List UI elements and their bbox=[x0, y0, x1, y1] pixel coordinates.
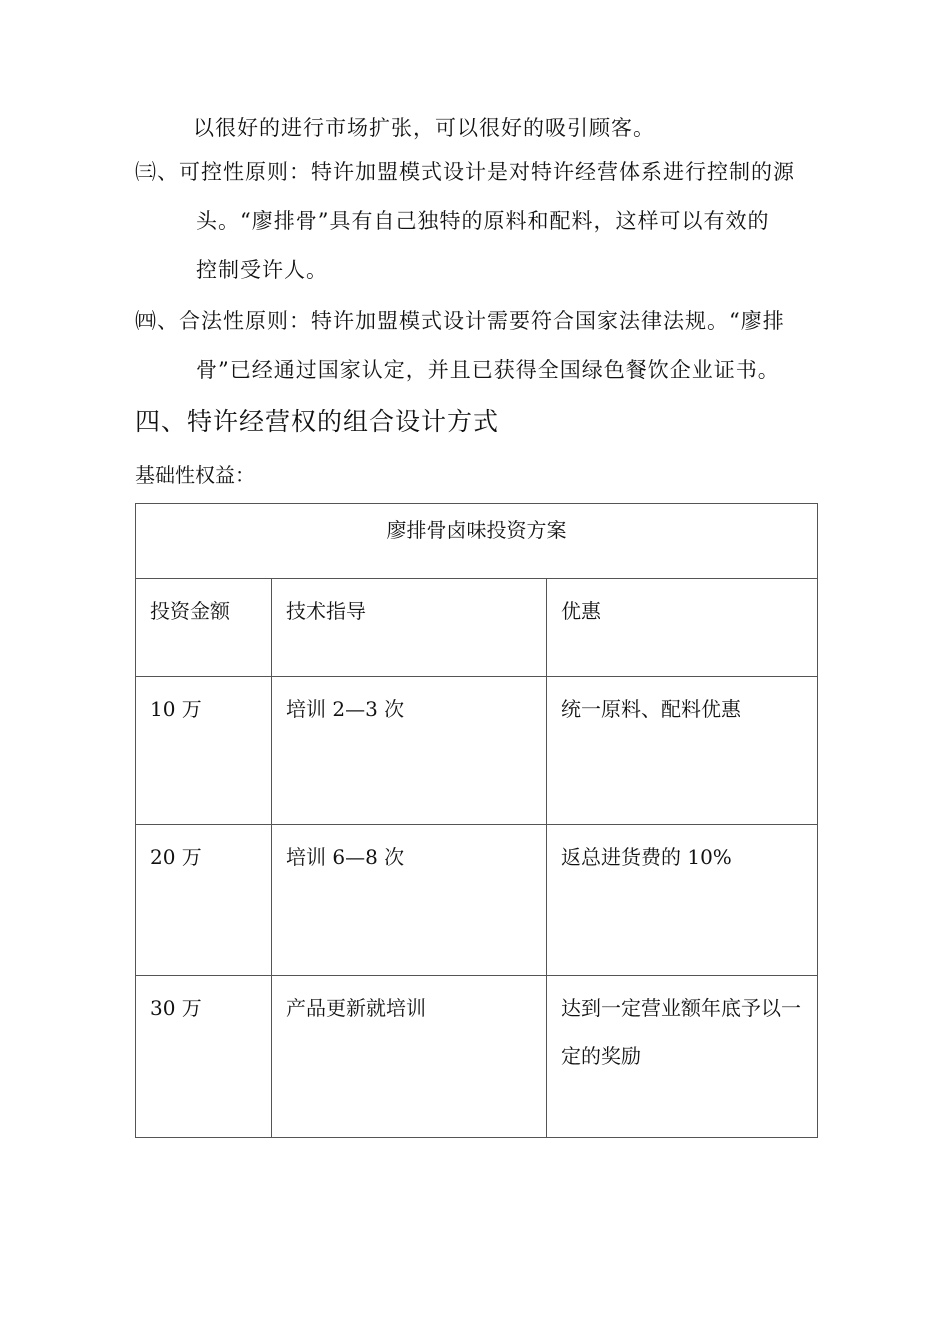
table-title-row bbox=[136, 504, 818, 579]
paragraph-line: 骨”已经通过国家认定，并且已获得全国绿色餐饮企业证书。 bbox=[196, 358, 780, 382]
paragraph-line: 以很好的进行市场扩张，可以很好的吸引顾客。 bbox=[193, 116, 655, 140]
paragraph-line: 头。“廖排骨”具有自己独特的原料和配料，这样可以有效的 bbox=[196, 209, 770, 233]
table-row bbox=[136, 677, 818, 825]
cell-guidance: 产品更新就培训 bbox=[272, 976, 547, 1138]
cell-discount bbox=[547, 976, 818, 1138]
paragraph-line: 控制受许人。 bbox=[196, 258, 328, 282]
cell-discount: 统一原料、配料优惠 bbox=[547, 677, 818, 825]
paragraph-line: ㈣、合法性原则：特许加盟模式设计需要符合国家法律法规。“廖排 bbox=[135, 309, 785, 333]
cell-amount: 10 万 bbox=[136, 677, 272, 825]
cell-guidance: 培训 6—8 次 bbox=[272, 825, 547, 976]
cell-guidance: 培训 2—3 次 bbox=[272, 677, 547, 825]
cell-discount-text: 达到一定营业额年底予以一定的奖励 bbox=[561, 996, 801, 1068]
table-header-row bbox=[136, 579, 818, 677]
header-cell-amount: 投资金额 bbox=[136, 579, 272, 677]
section-heading: 四、特许经营权的组合设计方式 bbox=[135, 407, 500, 436]
cell-amount: 30 万 bbox=[136, 976, 272, 1138]
subheading: 基础性权益： bbox=[135, 463, 255, 487]
header-cell-discount: 优惠 bbox=[547, 579, 818, 677]
header-cell-guidance: 技术指导 bbox=[272, 579, 547, 677]
paragraph-line: ㈢、可控性原则：特许加盟模式设计是对特许经营体系进行控制的源 bbox=[135, 160, 795, 184]
table-title: 廖排骨卤味投资方案 bbox=[136, 504, 818, 579]
table-row bbox=[136, 976, 818, 1138]
table-row bbox=[136, 825, 818, 976]
cell-discount: 返总进货费的 10% bbox=[547, 825, 818, 976]
investment-plan-table bbox=[135, 503, 818, 1138]
cell-amount: 20 万 bbox=[136, 825, 272, 976]
